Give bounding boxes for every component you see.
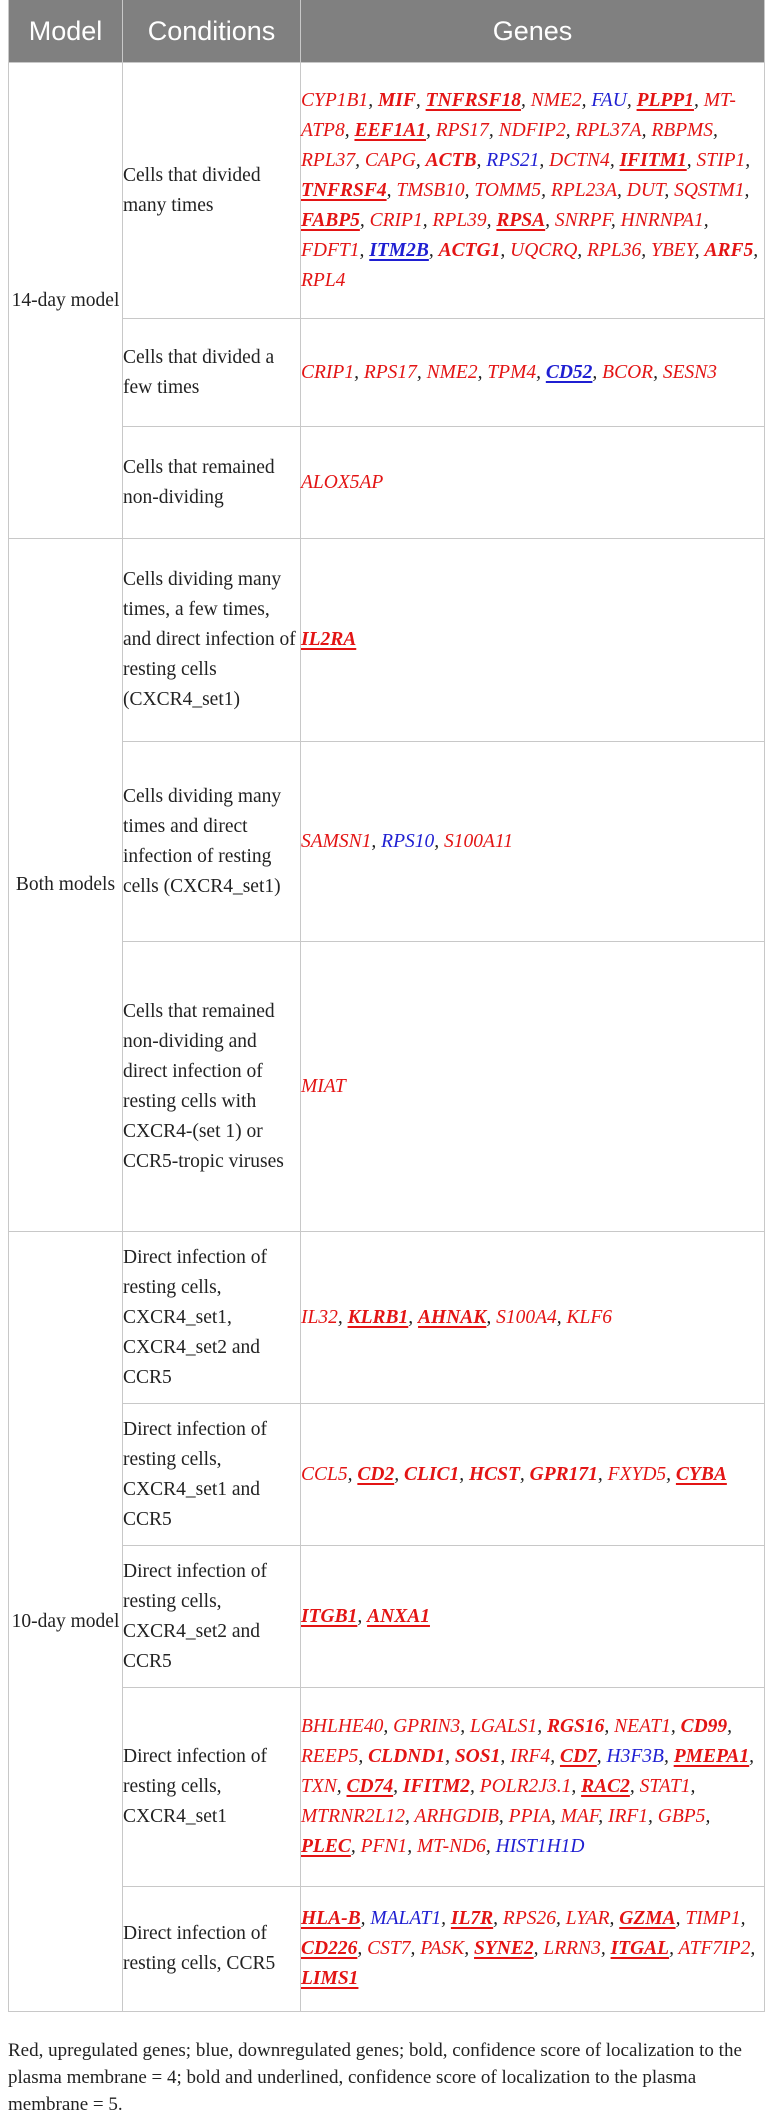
genes-cell [301,427,765,539]
gene-name: REEP5 [301,1746,359,1767]
gene-name: UQCRQ [510,239,578,261]
gene-name: RGS16 [546,1716,605,1737]
gene-name: NEAT1 [614,1716,671,1737]
table-row [9,1404,765,1546]
gene-name: FAU [591,89,627,111]
gene-name: ALOX5AP [301,471,384,493]
gene-name: FABP5 [301,209,360,231]
table-header-row [9,0,765,63]
gene-name: FDFT1 [301,239,360,261]
gene-name: FXYD5 [607,1463,667,1485]
gene-name: DUT [626,179,665,201]
gene-name: HLA-B [301,1908,361,1929]
gene-name: ACTG1 [438,239,501,261]
gene-name: IFITM2 [402,1776,471,1797]
table-row [9,1232,765,1404]
gene-name: CCL5 [301,1463,348,1485]
gene-name: TIMP1 [685,1908,741,1929]
gene-name: STIP1 [696,149,746,171]
gene-name: IL32 [301,1306,338,1328]
gene-name: S100A4 [496,1306,557,1328]
gene-name: CAPG [364,149,416,171]
condition-cell: Cells that divided many times [123,63,301,319]
gene-name: S100A11 [444,830,513,852]
genes-cell: CCL5, CD2, CLIC1, HCST, GPR171, FXYD5, CYBA [301,1404,765,1546]
gene-name: GBP5 [657,1806,706,1827]
gene-name: SESN3 [662,361,718,383]
condition-cell: Cells that remained non-dividing and direct infection of resting cells with CXCR4-(set 1) or CCR5-tropic viruses [123,942,301,1232]
gene-name: ARF5 [704,239,754,261]
header-conditions: Conditions [123,0,301,63]
gene-name: GPRIN3 [393,1716,461,1737]
gene-name: MTRNR2L12 [301,1806,406,1827]
gene-name: SAMSN1 [301,830,372,852]
gene-name: CST7 [367,1938,411,1959]
gene-name: TNFRSF4 [301,179,387,201]
gene-name: RPSA [496,209,546,231]
genes-cell: BHLHE40, GPRIN3, LGALS1, RGS16, NEAT1, CD99, REEP5, CLDND1, SOS1, IRF4, CD7, H3F3B, PMEPA1, TXN, CD74, IFITM2, POLR2J3.1, RAC2, STAT1, MTRNR2L12, ARHGDIB, PPIA, MAF, IRF1, GBP5, PLEC, PFN1, MT-ND6, HIST1H1D [301,1688,765,1887]
gene-name: PPIA [508,1806,551,1827]
table-footnote: Red, upregulated genes; blue, downregulated genes; bold, confidence score of localization to the plasma membrane = 4; bold and underlined, confidence score of localization to the plasma membrane = 5. [8,2040,742,2115]
gene-name: IL7R [450,1908,494,1929]
gene-name: RAC2 [581,1776,630,1797]
gene-name: LGALS1 [470,1716,538,1737]
table-row [9,1688,765,1887]
genes-cell: IL32, KLRB1, AHNAK, S100A4, KLF6 [301,1232,765,1404]
gene-name: AHNAK [418,1306,487,1328]
table-row [9,742,765,942]
gene-name: HCST [468,1463,520,1485]
genes-cell [301,539,765,742]
gene-name: RPL36 [587,239,642,261]
gene-name: RPL37A [575,119,642,141]
gene-name: ITM2B [369,239,429,261]
gene-name: HIST1H1D [495,1836,585,1857]
condition-cell: Cells that divided a few times [123,319,301,427]
gene-name: TPM4 [487,361,537,383]
gene-name: EEF1A1 [354,119,426,141]
gene-name: RPS26 [502,1908,556,1929]
gene-name: BCOR [602,361,654,383]
gene-name: NDFIP2 [498,119,566,141]
gene-name: ANXA1 [367,1605,430,1627]
gene-name: CD7 [559,1746,597,1767]
gene-name: SQSTM1 [674,179,745,201]
gene-name: CD99 [680,1716,728,1737]
gene-name: DCTN4 [549,149,610,171]
condition-cell: Direct infection of resting cells, CXCR4_set1, CXCR4_set2 and CCR5 [123,1232,301,1404]
gene-name: STAT1 [639,1776,691,1797]
gene-name: RPL4 [301,269,346,291]
gene-name: IFITM1 [619,149,687,171]
gene-name: MT-ATP8 [301,89,736,141]
genes-cell: SAMSN1, RPS10, S100A11 [301,742,765,942]
gene-name: ITGB1 [301,1605,358,1627]
gene-name: CD52 [545,361,593,383]
table-row [9,539,765,742]
gene-name: PASK [420,1938,465,1959]
gene-name: PLEC [301,1836,351,1857]
gene-name: LRRN3 [543,1938,601,1959]
table-row [9,427,765,539]
gene-name: NME2 [530,89,582,111]
gene-name: GZMA [619,1908,676,1929]
gene-name: POLR2J3.1 [479,1776,572,1797]
header-model: Model [9,0,123,63]
gene-name: PLPP1 [636,89,694,111]
gene-name: CRIP1 [369,209,423,231]
gene-name: GPR171 [529,1463,598,1485]
gene-name: ARHGDIB [414,1806,499,1827]
gene-name: CRIP1 [301,361,355,383]
table-row [9,63,765,319]
table-row [9,319,765,427]
gene-name: LIMS1 [301,1968,359,1989]
table-row [9,1546,765,1688]
gene-name: CLDND1 [368,1746,446,1767]
gene-name: SNRPF [554,209,611,231]
gene-name: TNFRSF18 [425,89,521,111]
gene-name: IRF4 [510,1746,551,1767]
gene-name: KLRB1 [347,1306,409,1328]
condition-cell: Cells dividing many times and direct infection of resting cells (CXCR4_set1) [123,742,301,942]
gene-name: SYNE2 [474,1938,534,1959]
gene-name: RBPMS [651,119,714,141]
gene-name: SOS1 [454,1746,501,1767]
gene-name: RPS21 [486,149,540,171]
gene-name: TOMM5 [474,179,542,201]
genes-cell: CRIP1, RPS17, NME2, TPM4, CD52, BCOR, SESN3 [301,319,765,427]
gene-name: ITGAL [610,1938,670,1959]
model-cell: 14-day model [9,63,123,539]
gene-name: CLIC1 [403,1463,460,1485]
gene-name: YBEY [650,239,695,261]
gene-name: MIAT [301,1075,346,1097]
gene-name: RPS10 [381,830,435,852]
genes-cell: CYP1B1, MIF, TNFRSF18, NME2, FAU, PLPP1, MT-ATP8, EEF1A1, RPS17, NDFIP2, RPL37A, RBPMS, RPL37, CAPG, ACTB, RPS21, DCTN4, IFITM1, STIP1, TNFRSF4, TMSB10, TOMM5, RPL23A, DUT, SQSTM1, FABP5, CRIP1, RPL39, RPSA, SNRPF, HNRNPA1, FDFT1, ITM2B, ACTG1, UQCRQ, RPL36, YBEY, ARF5, RPL4 [301,63,765,319]
gene-name: BHLHE40 [301,1716,384,1737]
genes-cell: ITGB1, ANXA1 [301,1546,765,1688]
gene-name: IL2RA [301,629,357,650]
gene-name: H3F3B [606,1746,664,1767]
genes-table [8,0,765,2012]
gene-name: PFN1 [360,1836,408,1857]
gene-name: CD2 [357,1463,395,1485]
gene-name: MALAT1 [370,1908,442,1929]
gene-name: MIF [377,89,416,111]
gene-name: CYBA [675,1463,727,1485]
header-genes: Genes [301,0,765,63]
gene-name: RPS17 [363,361,417,383]
gene-name: PMEPA1 [673,1746,750,1767]
gene-name: HNRNPA1 [620,209,704,231]
genes-cell [301,942,765,1232]
condition-cell: Direct infection of resting cells, CXCR4_set1 [123,1688,301,1887]
model-cell: 10-day model [9,1232,123,2012]
table-row [9,1887,765,2012]
condition-cell: Cells dividing many times, a few times, and direct infection of resting cells (CXCR4_set1) [123,539,301,742]
condition-cell: Direct infection of resting cells, CCR5 [123,1887,301,2012]
genes-cell: HLA-B, MALAT1, IL7R, RPS26, LYAR, GZMA, TIMP1, CD226, CST7, PASK, SYNE2, LRRN3, ITGAL, ATF7IP2, LIMS1 [301,1887,765,2012]
gene-name: RPS17 [435,119,489,141]
gene-name: LYAR [565,1908,610,1929]
gene-name: TMSB10 [396,179,465,201]
gene-name: MT-ND6 [416,1836,486,1857]
gene-name: RPL23A [550,179,618,201]
gene-name: ACTB [425,149,477,171]
gene-name: CD226 [301,1938,358,1959]
gene-name: MAF [560,1806,599,1827]
gene-name: TXN [301,1776,337,1797]
model-cell: Both models [9,539,123,1232]
gene-name: ATF7IP2 [678,1938,751,1959]
table-row [9,942,765,1232]
gene-name: RPL37 [301,149,356,171]
condition-cell: Cells that remained non-dividing [123,427,301,539]
gene-name: NME2 [426,361,478,383]
gene-name: CD74 [346,1776,394,1797]
gene-name: RPL39 [432,209,487,231]
condition-cell: Direct infection of resting cells, CXCR4_set1 and CCR5 [123,1404,301,1546]
gene-name: IRF1 [607,1806,649,1827]
gene-name: KLF6 [566,1306,612,1328]
condition-cell: Direct infection of resting cells, CXCR4_set2 and CCR5 [123,1546,301,1688]
gene-name: CYP1B1 [301,89,369,111]
